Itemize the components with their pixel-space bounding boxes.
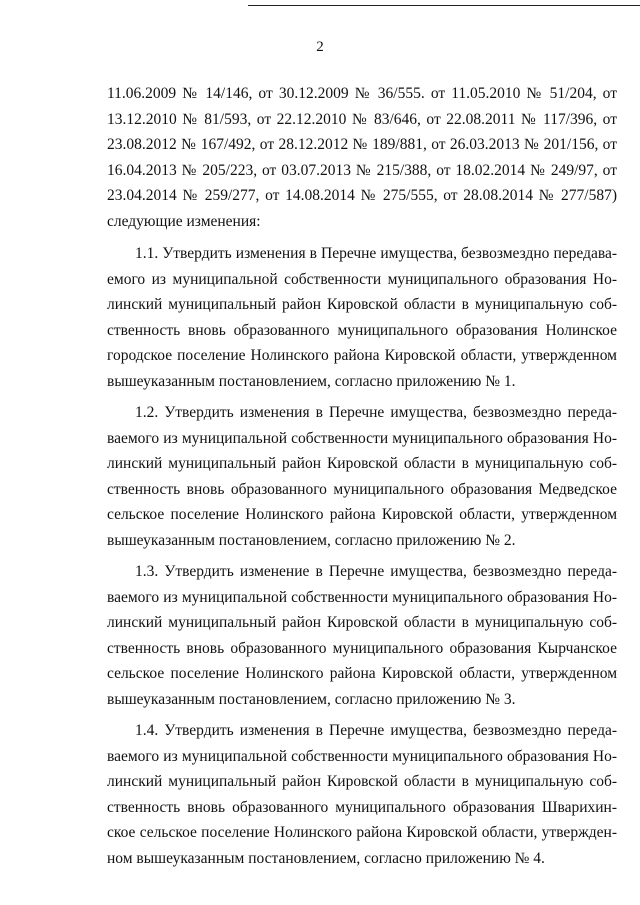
text-line: ственность вновь образованного муниципального образования Шварихин- xyxy=(107,798,617,816)
document-body xyxy=(107,81,617,877)
text-line: ственность вновь образованного муниципального образования Кырчанское xyxy=(107,639,617,657)
text-line: 11.06.2009 № 14/146, от 30.12.2009 № 36/555. от 11.05.2010 № 51/204, от xyxy=(107,85,617,102)
intro-paragraph xyxy=(107,81,617,234)
text-line: 23.04.2014 № 259/277, от 14.08.2014 № 275/555, от 28.08.2014 № 277/587) xyxy=(107,187,617,204)
text-line: линский муниципальный район Кировской области в муниципальную соб- xyxy=(107,455,617,472)
text-line: линский муниципальный район Кировской области в муниципальную соб- xyxy=(107,614,617,631)
text-line: 1.2. Утвердить изменения в Перечне имущества, безвозмездно переда- xyxy=(135,404,617,421)
text-line: линский муниципальный район Кировской области в муниципальную соб- xyxy=(107,296,617,313)
text-line: ном вышеуказанным постановлением, согласно приложению № 4. xyxy=(107,849,545,867)
text-line: вышеуказанным постановлением, согласно приложению № 1. xyxy=(107,372,516,390)
text-line: сельское поселение Нолинского района Кировской области, утвержденном xyxy=(107,506,617,523)
text-line: ское сельское поселение Нолинского района Кировской области, утвержден- xyxy=(107,824,617,841)
paragraph-1-1 xyxy=(107,241,617,394)
text-line: линский муниципальный район Кировской области в муниципальную соб- xyxy=(107,773,617,790)
text-line: следующие изменения: xyxy=(107,212,261,230)
text-line: ственность вновь образованного муниципального образования Нолинское xyxy=(107,321,617,339)
text-line: ственность вновь образованного муниципального образования Медведское xyxy=(107,480,617,498)
header-rule xyxy=(248,5,640,6)
text-line: ваемого из муниципальной собственности муниципального образования Но- xyxy=(107,429,617,447)
text-line: ваемого из муниципальной собственности муниципального образования Но- xyxy=(107,588,617,606)
text-line: 23.08.2012 № 167/492, от 28.12.2012 № 189/881, от 26.03.2013 № 201/156, от xyxy=(107,136,617,153)
text-line: 1.4. Утвердить изменения в Перечне имущества, безвозмездно переда- xyxy=(135,722,617,739)
paragraph-1-3 xyxy=(107,559,617,712)
text-line: сельское поселение Нолинского района Кировской области, утвержденном xyxy=(107,665,617,682)
text-line: ваемого из муниципальной собственности муниципального образования Но- xyxy=(107,747,617,765)
text-line: емого из муниципальной собственности муниципального образования Но- xyxy=(107,270,617,288)
text-line: 16.04.2013 № 205/223, от 03.07.2013 № 215/388, от 18.02.2014 № 249/97, от xyxy=(107,161,617,179)
paragraph-1-4 xyxy=(107,718,617,871)
text-line: 13.12.2010 № 81/593, от 22.12.2010 № 83/646, от 22.08.2011 № 117/396, от xyxy=(107,110,617,128)
text-line: городское поселение Нолинского района Кировской области, утвержденном xyxy=(107,347,617,364)
text-line: 1.1. Утвердить изменения в Перечне имущества, безвозмездно передава- xyxy=(135,245,617,262)
text-line: вышеуказанным постановлением, согласно приложению № 2. xyxy=(107,531,516,549)
text-line: 1.3. Утвердить изменение в Перечне имущества, безвозмездно переда- xyxy=(135,563,617,580)
page-number: 2 xyxy=(316,39,324,55)
text-line: вышеуказанным постановлением, согласно приложению № 3. xyxy=(107,690,516,708)
paragraph-1-2 xyxy=(107,400,617,553)
